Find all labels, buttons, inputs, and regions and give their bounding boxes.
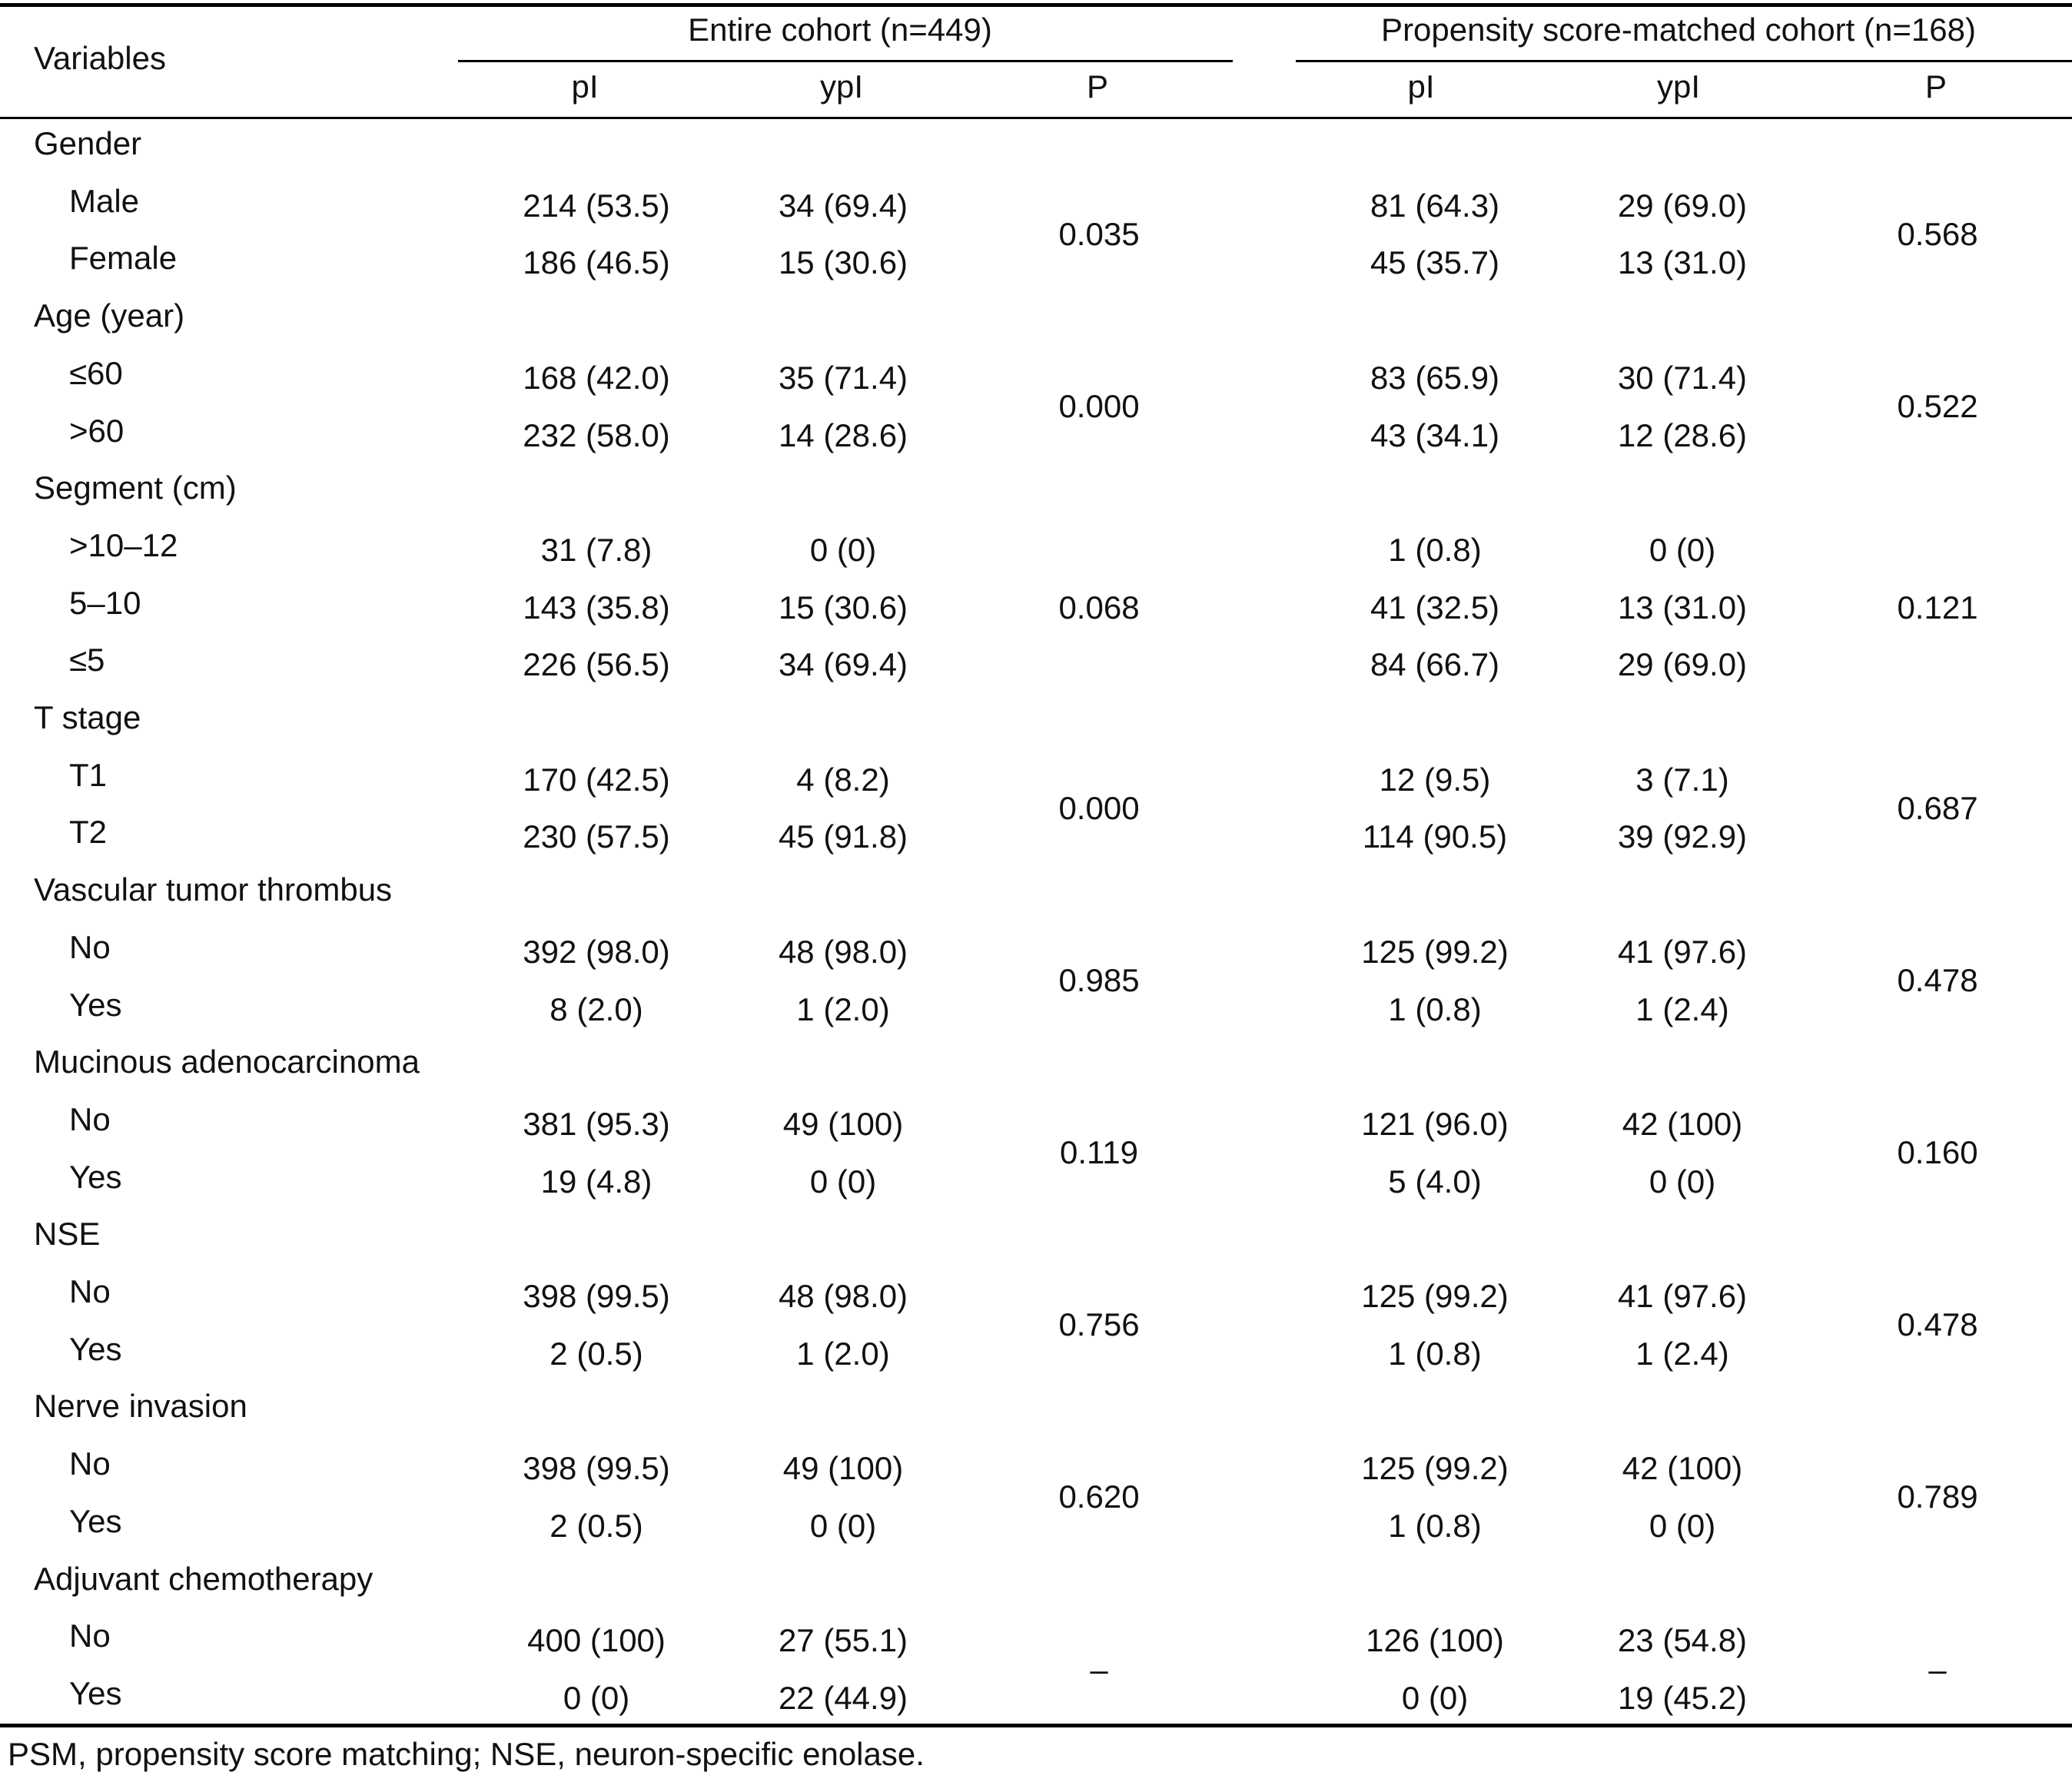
entire-cohort-underline: [458, 60, 1233, 62]
cell-psm-pl: 114 (90.5): [1362, 818, 1508, 855]
cell-entire-ypl: 15 (30.6): [778, 589, 908, 626]
variables-header: Variables: [34, 40, 166, 76]
cell-entire-ypl: 34 (69.4): [778, 646, 908, 683]
cell-psm-pl: 84 (66.7): [1370, 646, 1500, 683]
cell-entire-pl: 8 (2.0): [550, 991, 643, 1027]
cell-psm-ypl: 1 (2.4): [1635, 1335, 1729, 1372]
cell-entire-ypl: 34 (69.4): [778, 187, 908, 224]
row-label: ≤60: [69, 354, 123, 391]
p-value-psm: 0.522: [1897, 388, 1978, 425]
cell-entire-ypl: 49 (100): [782, 1450, 904, 1487]
row-label: T2: [69, 814, 108, 851]
p-value-entire: 0.985: [1058, 962, 1140, 999]
cell-psm-ypl: 42 (100): [1622, 1105, 1743, 1142]
cell-psm-ypl: 0 (0): [1649, 531, 1716, 568]
cell-psm-pl: 41 (32.5): [1370, 589, 1500, 626]
cell-entire-ypl: 22 (44.9): [778, 1679, 908, 1716]
p-value-psm: 0.478: [1897, 962, 1978, 999]
group-label: Age (year): [34, 297, 185, 334]
cell-entire-ypl: 14 (28.6): [778, 416, 908, 453]
bottom-rule: [0, 1724, 2072, 1727]
cell-psm-ypl: 41 (97.6): [1617, 933, 1748, 970]
row-label: No: [69, 1445, 111, 1482]
group-label: NSE: [34, 1216, 101, 1253]
p-value-entire: 0.035: [1058, 216, 1140, 253]
row-label: Yes: [69, 1502, 122, 1539]
top-rule: [0, 3, 2072, 7]
cell-entire-pl: 226 (56.5): [523, 646, 670, 683]
p-value-psm: 0.160: [1897, 1134, 1978, 1171]
cell-entire-pl: 2 (0.5): [550, 1507, 643, 1544]
row-label: Yes: [69, 1158, 122, 1195]
cell-psm-pl: 1 (0.8): [1388, 1507, 1482, 1544]
cell-psm-pl: 1 (0.8): [1388, 531, 1482, 568]
cell-entire-pl: 398 (99.5): [523, 1450, 670, 1487]
p-value-entire: 0.756: [1058, 1306, 1140, 1343]
p-value-psm: 0.568: [1897, 216, 1978, 253]
cell-psm-ypl: 12 (28.6): [1617, 416, 1748, 453]
cell-entire-ypl: 0 (0): [809, 1507, 877, 1544]
row-label: Female: [69, 240, 178, 277]
group-label: Mucinous adenocarcinoma: [34, 1044, 420, 1080]
group-label: Vascular tumor thrombus: [34, 871, 393, 908]
cell-entire-pl: 143 (35.8): [523, 589, 670, 626]
row-label: >60: [69, 412, 125, 449]
row-label: No: [69, 1618, 111, 1654]
cell-psm-ypl: 19 (45.2): [1617, 1679, 1748, 1716]
row-label: Yes: [69, 1674, 122, 1711]
cell-psm-pl: 125 (99.2): [1361, 1278, 1509, 1314]
cell-psm-ypl: 1 (2.4): [1635, 991, 1729, 1027]
cell-entire-ypl: 0 (0): [809, 531, 877, 568]
p-value-psm: 0.121: [1897, 589, 1978, 626]
cell-entire-pl: 230 (57.5): [523, 818, 670, 855]
p-value-entire: 0.000: [1058, 388, 1140, 425]
row-label: >10–12: [69, 526, 178, 563]
group-label: Adjuvant chemotherapy: [34, 1560, 374, 1597]
cell-entire-pl: 398 (99.5): [523, 1278, 670, 1314]
cell-psm-pl: 12 (9.5): [1379, 761, 1491, 798]
cell-entire-pl: 19 (4.8): [540, 1163, 652, 1200]
header-bottom-rule: [0, 117, 2072, 119]
row-label: No: [69, 1273, 111, 1309]
cell-entire-ypl: 1 (2.0): [796, 991, 890, 1027]
cell-entire-ypl: 35 (71.4): [778, 359, 908, 396]
cell-psm-pl: 125 (99.2): [1361, 933, 1509, 970]
p-value-psm: 0.789: [1897, 1478, 1978, 1515]
psm-cohort-header: Propensity score-matched cohort (n=168): [1381, 12, 1976, 48]
row-label: T1: [69, 756, 108, 793]
entire-p-column-header: P: [1086, 68, 1109, 105]
group-label: Gender: [34, 125, 142, 161]
cell-psm-ypl: 39 (92.9): [1617, 818, 1748, 855]
row-label: No: [69, 928, 111, 965]
row-label: No: [69, 1100, 111, 1137]
cell-entire-pl: 232 (58.0): [523, 416, 670, 453]
row-label: Yes: [69, 986, 122, 1023]
cell-entire-pl: 186 (46.5): [523, 244, 670, 281]
cell-entire-pl: 392 (98.0): [523, 933, 670, 970]
cell-psm-ypl: 13 (31.0): [1617, 244, 1748, 281]
row-label: Yes: [69, 1330, 122, 1367]
cell-psm-ypl: 3 (7.1): [1635, 761, 1729, 798]
table-footnote: PSM, propensity score matching; NSE, neuron-specific enolase.: [8, 1736, 925, 1772]
cell-entire-ypl: 48 (98.0): [778, 933, 908, 970]
p-value-psm: 0.478: [1897, 1306, 1978, 1343]
psm-cohort-underline: [1296, 60, 2072, 62]
p-value-entire: 0.620: [1058, 1478, 1140, 1515]
cell-entire-pl: 0 (0): [563, 1679, 630, 1716]
group-label: Nerve invasion: [34, 1388, 247, 1425]
cell-entire-pl: 168 (42.0): [523, 359, 670, 396]
row-label: ≤5: [69, 642, 105, 679]
p-value-psm: 0.687: [1897, 790, 1978, 827]
cell-psm-pl: 83 (65.9): [1370, 359, 1500, 396]
cell-psm-ypl: 42 (100): [1622, 1450, 1743, 1487]
p-value-entire: –: [1090, 1651, 1108, 1687]
cell-psm-pl: 125 (99.2): [1361, 1450, 1509, 1487]
cell-entire-pl: 214 (53.5): [523, 187, 670, 224]
cell-psm-ypl: 0 (0): [1649, 1507, 1716, 1544]
cell-entire-pl: 170 (42.5): [523, 761, 670, 798]
cell-psm-ypl: 30 (71.4): [1617, 359, 1748, 396]
p-value-psm: –: [1928, 1651, 1947, 1687]
cell-psm-pl: 1 (0.8): [1388, 1335, 1482, 1372]
p-value-entire: 0.068: [1058, 589, 1140, 626]
cell-entire-ypl: 49 (100): [782, 1105, 904, 1142]
group-label: T stage: [34, 699, 141, 735]
cell-entire-ypl: 1 (2.0): [796, 1335, 890, 1372]
p-value-entire: 0.119: [1060, 1134, 1138, 1171]
cell-psm-ypl: 29 (69.0): [1617, 187, 1748, 224]
cell-psm-ypl: 29 (69.0): [1617, 646, 1748, 683]
psm-p-column-header: P: [1924, 68, 1947, 105]
cell-psm-ypl: 23 (54.8): [1617, 1622, 1748, 1659]
row-label: 5–10: [69, 584, 141, 621]
entire-cohort-header: Entire cohort (n=449): [688, 12, 992, 48]
entire-pl-column-header: pI: [571, 68, 599, 105]
cell-entire-pl: 2 (0.5): [550, 1335, 643, 1372]
cell-psm-pl: 81 (64.3): [1370, 187, 1500, 224]
cell-entire-ypl: 27 (55.1): [778, 1622, 908, 1659]
cell-entire-ypl: 15 (30.6): [778, 244, 908, 281]
cell-entire-ypl: 0 (0): [809, 1163, 877, 1200]
row-label: Male: [69, 182, 140, 219]
cell-psm-pl: 1 (0.8): [1388, 991, 1482, 1027]
cell-entire-ypl: 4 (8.2): [796, 761, 890, 798]
cell-psm-pl: 0 (0): [1401, 1679, 1469, 1716]
cell-entire-pl: 400 (100): [527, 1622, 666, 1659]
cell-psm-ypl: 41 (97.6): [1617, 1278, 1748, 1314]
group-label: Segment (cm): [34, 470, 237, 506]
psm-pl-column-header: pI: [1407, 68, 1435, 105]
cell-psm-pl: 5 (4.0): [1388, 1163, 1482, 1200]
cell-psm-ypl: 13 (31.0): [1617, 589, 1748, 626]
cell-psm-pl: 45 (35.7): [1370, 244, 1500, 281]
psm-ypl-column-header: ypI: [1656, 68, 1701, 105]
cell-psm-pl: 126 (100): [1366, 1622, 1504, 1659]
cell-entire-pl: 381 (95.3): [523, 1105, 670, 1142]
p-value-entire: 0.000: [1058, 790, 1140, 827]
entire-ypl-column-header: ypI: [819, 68, 864, 105]
cell-entire-ypl: 48 (98.0): [778, 1278, 908, 1314]
cell-entire-ypl: 45 (91.8): [778, 818, 908, 855]
cell-entire-pl: 31 (7.8): [540, 531, 652, 568]
cell-psm-pl: 121 (96.0): [1361, 1105, 1509, 1142]
cell-psm-pl: 43 (34.1): [1370, 416, 1500, 453]
cell-psm-ypl: 0 (0): [1649, 1163, 1716, 1200]
